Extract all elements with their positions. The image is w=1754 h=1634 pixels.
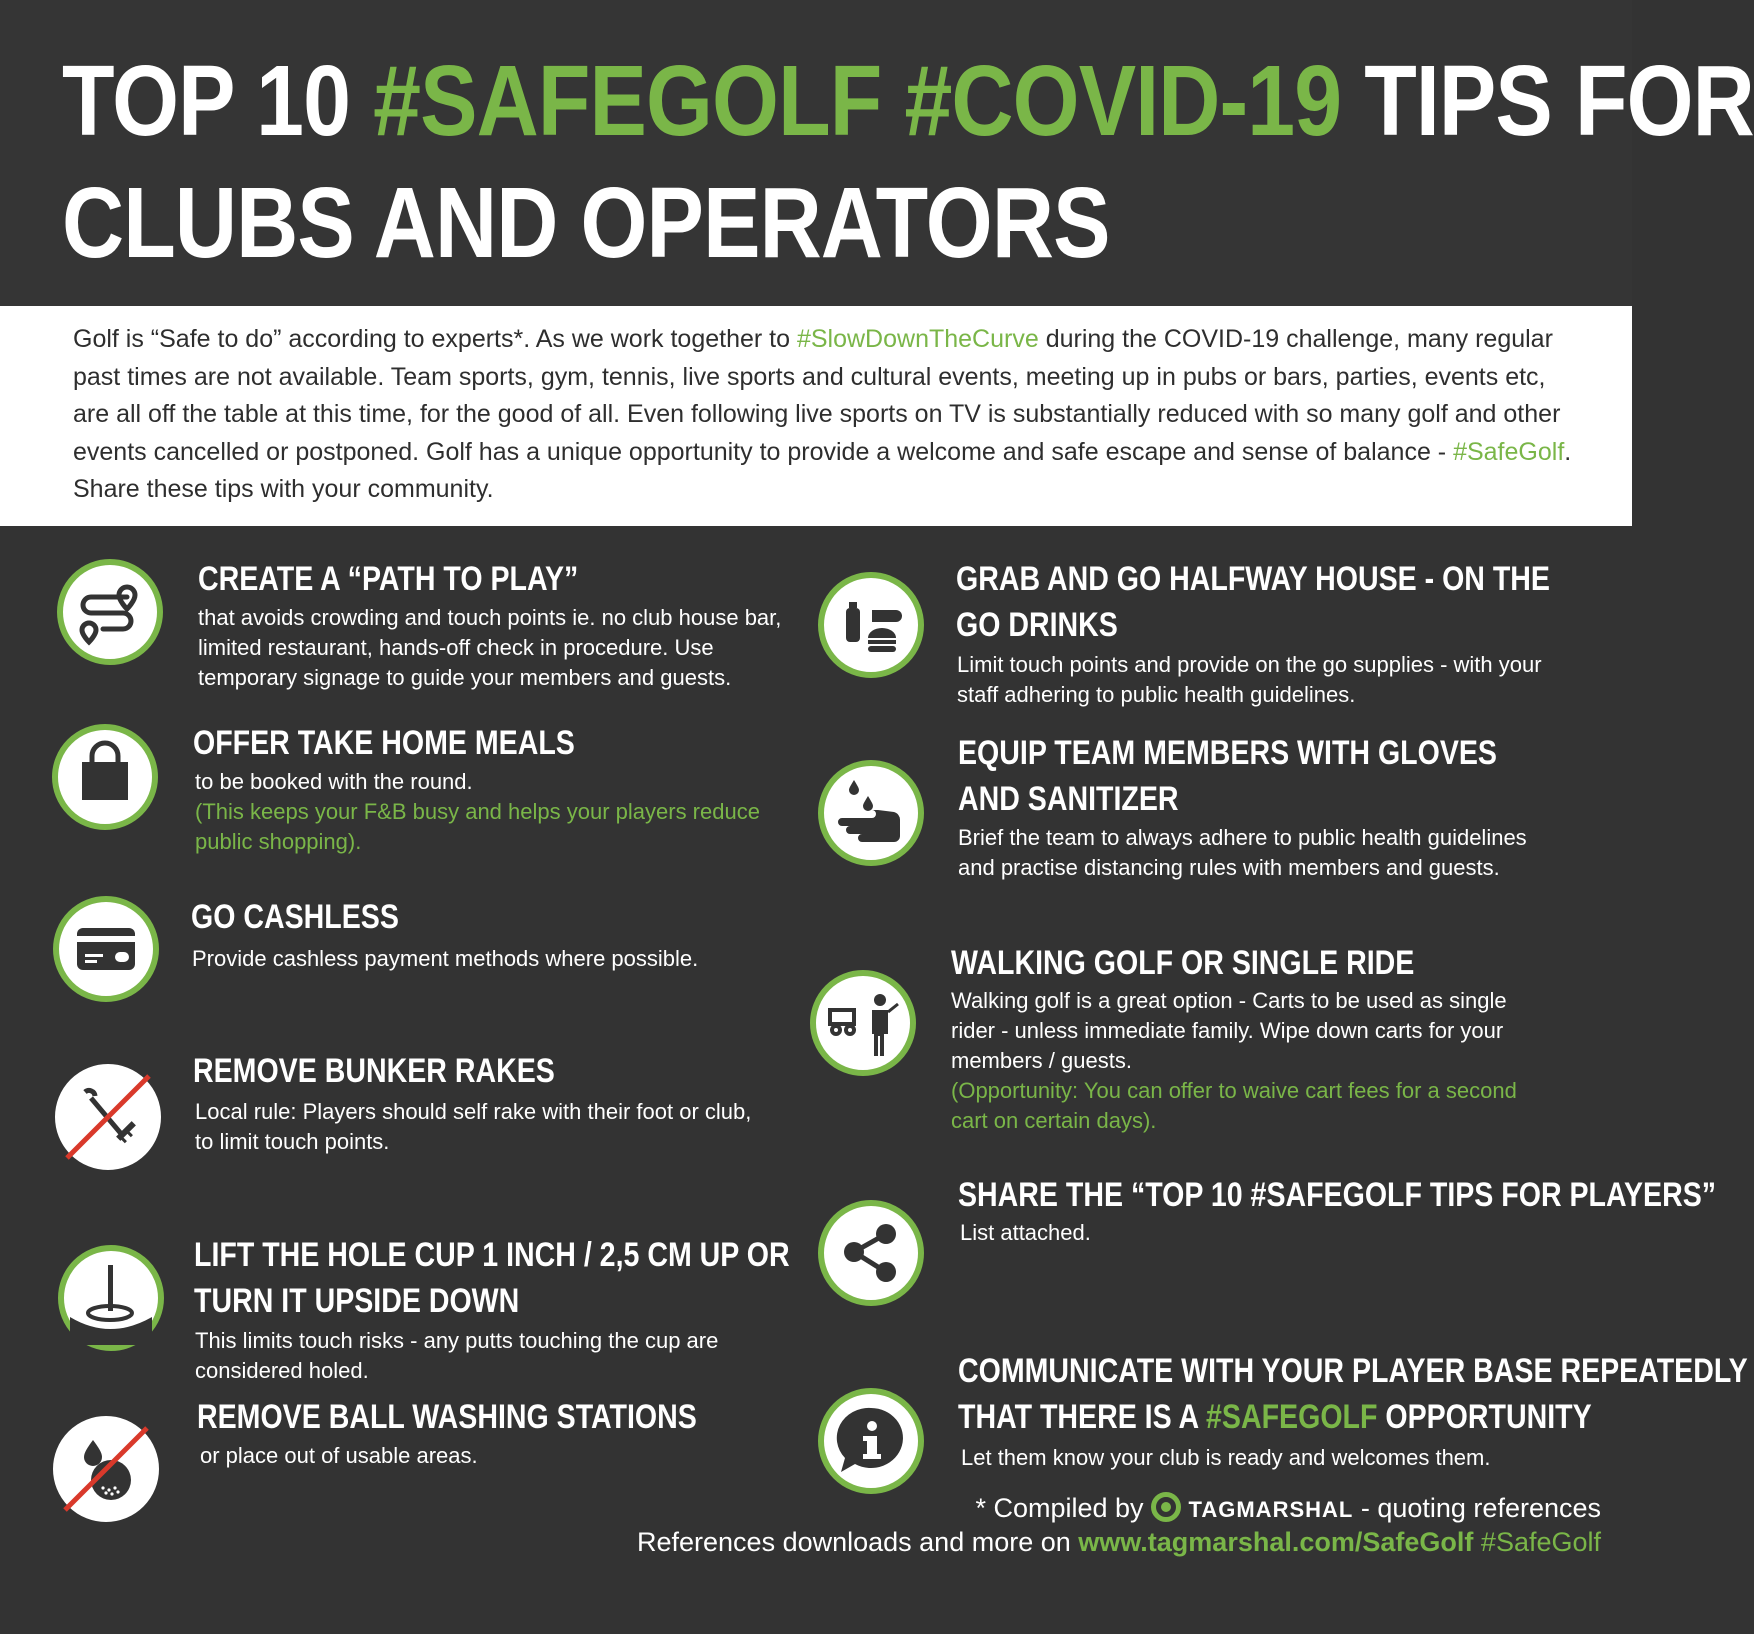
no-ball-wash-icon	[53, 1416, 159, 1522]
tagmarshal-logo-icon	[1151, 1492, 1181, 1522]
references-line	[637, 1527, 1601, 1558]
share-icon	[818, 1200, 924, 1306]
shopping-bag-icon	[52, 724, 158, 830]
tip-title-line2	[958, 1394, 1592, 1440]
tip-title: GO CASHLESS	[191, 898, 399, 936]
compiled-by-line	[975, 1492, 1601, 1524]
tip-title-line2: TURN IT UPSIDE DOWN	[194, 1282, 520, 1320]
tip-note: (Opportunity: You can offer to waive cart fees for a second cart on certain days).	[951, 1078, 1517, 1133]
references-link[interactable]: www.tagmarshal.com/SafeGolf	[1078, 1527, 1474, 1557]
intro-text	[73, 321, 1573, 509]
golf-cart-walker-icon	[810, 970, 916, 1076]
header-banner	[0, 0, 1754, 306]
tip-title: SHARE THE “TOP 10 #SAFEGOLF TIPS FOR PLAYERS”	[958, 1176, 1717, 1214]
tip-title-line2: AND SANITIZER	[958, 780, 1179, 818]
tip-title: CREATE A “PATH TO PLAY”	[198, 560, 579, 598]
compiled-suffix: - quoting references	[1360, 1493, 1601, 1523]
tip-title: REMOVE BUNKER RAKES	[193, 1052, 555, 1090]
tip-title: OFFER TAKE HOME MEALS	[193, 724, 575, 762]
tip-title: COMMUNICATE WITH YOUR PLAYER BASE REPEATEDLY	[958, 1352, 1748, 1390]
tip-title: LIFT THE HOLE CUP 1 INCH / 2,5 CM UP OR	[194, 1236, 790, 1274]
tip-body: or place out of usable areas.	[200, 1443, 478, 1468]
footer-hashtag: #SafeGolf	[1480, 1527, 1601, 1557]
tip-body: Let them know your club is ready and welcomes them.	[961, 1445, 1491, 1470]
tip-body: that avoids crowding and touch points ie. no club house bar, limited restaurant, hands-off check in procedure. Use temporary signage to guide your members and guests.	[198, 605, 782, 690]
food-drink-hand-icon	[818, 572, 924, 678]
tip-body: Limit touch points and provide on the go supplies - with your staff adhering to public health guidelines.	[957, 652, 1542, 707]
sanitizer-hand-icon	[818, 760, 924, 866]
intro-hashtag-slowdown: #SlowDownTheCurve	[796, 325, 1039, 353]
tip-body-text: Walking golf is a great option - Carts to be used as single rider - unless immediate family. Wipe down carts for your members / guests.	[951, 988, 1507, 1073]
hole-cup-icon	[58, 1245, 164, 1351]
intro-panel	[0, 306, 1632, 526]
tip-body: Brief the team to always adhere to public health guidelines and practise distancing rules with members and guests.	[958, 825, 1527, 880]
tip-title: EQUIP TEAM MEMBERS WITH GLOVES	[958, 734, 1497, 772]
tip-body: Local rule: Players should self rake with their foot or club, to limit touch points.	[195, 1099, 752, 1154]
intro-text-3: . Share these tips with your community.	[73, 437, 1572, 503]
tip-title: GRAB AND GO HALFWAY HOUSE - ON THE	[956, 560, 1550, 598]
tip-title: REMOVE BALL WASHING STATIONS	[197, 1398, 697, 1436]
tip-title-line2-text: THAT THERE IS A	[958, 1398, 1207, 1436]
tip-body	[195, 767, 785, 857]
tip-body: List attached.	[960, 1220, 1091, 1245]
brand-name: TAGMARSHAL	[1188, 1497, 1354, 1522]
compiled-prefix: * Compiled by	[975, 1493, 1144, 1523]
tip-body-text: to be booked with the round.	[195, 769, 473, 794]
tip-note: (This keeps your F&B busy and helps your players reduce public shopping).	[195, 799, 760, 854]
tip-title-line2-end: OPPORTUNITY	[1377, 1398, 1592, 1436]
title-part1: TOP 10	[62, 45, 374, 157]
tips-section	[0, 526, 1748, 1634]
path-route-icon	[57, 559, 163, 665]
tip-body: Provide cashless payment methods where possible.	[192, 946, 699, 971]
refs-prefix: References downloads and more on	[637, 1527, 1071, 1557]
tip-title-hashtag: #SAFEGOLF	[1206, 1398, 1378, 1436]
page-title	[62, 40, 1754, 284]
intro-text-2: during the COVID-19 challenge, many regular past times are not available. Team sports, gym, tennis, live sports and cultural events, meeting up in pubs or bars, parties, events etc, are all off the table at this time, for the good of all. Even following live sports on TV is substantially reduced with so many golf and other events cancelled or postponed. Golf has a unique opportunity to provide a welcome and safe escape and sense of balance -	[73, 325, 1561, 466]
tip-title-line2: GO DRINKS	[956, 606, 1118, 644]
title-line2: CLUBS AND OPERATORS	[62, 167, 1110, 279]
title-part2: TIPS FOR	[1341, 45, 1754, 157]
intro-hashtag-safegolf: #SafeGolf	[1453, 437, 1565, 466]
tip-title: WALKING GOLF OR SINGLE RIDE	[951, 944, 1415, 982]
credit-card-icon	[53, 896, 159, 1002]
info-chat-icon	[818, 1388, 924, 1494]
tip-body: This limits touch risks - any putts touching the cup are considered holed.	[195, 1328, 719, 1383]
title-hashtags: #SAFEGOLF #COVID-19	[373, 45, 1342, 157]
tip-body	[951, 986, 1551, 1136]
no-rake-icon	[55, 1064, 161, 1170]
intro-text-1: Golf is “Safe to do” according to experts*. As we work together to	[73, 325, 797, 353]
